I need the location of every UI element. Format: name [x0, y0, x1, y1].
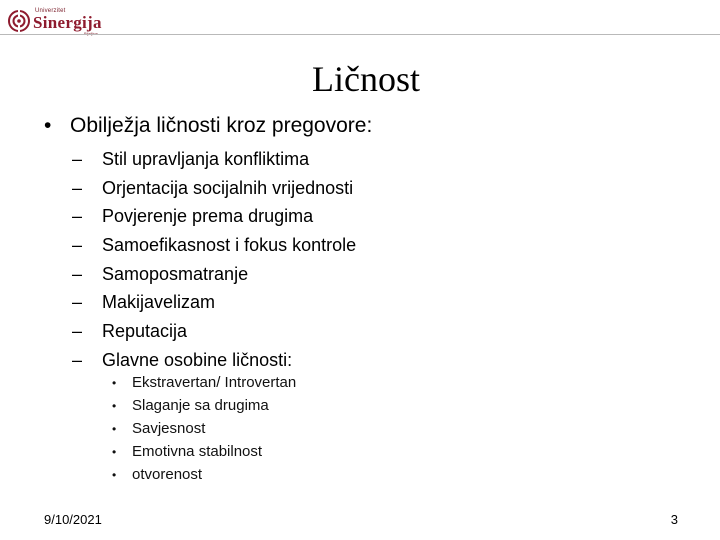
bullet-marker: •	[112, 422, 117, 436]
slide-date: 9/10/2021	[44, 512, 102, 527]
bullet-marker: •	[112, 468, 117, 482]
list-item-text: Samoposmatranje	[102, 263, 249, 284]
list-item-text: Samoefikasnost i fokus kontrole	[102, 235, 357, 256]
list-item-text: Stil upravljanja konfliktima	[102, 149, 310, 169]
dash-marker: –	[72, 235, 83, 256]
list-item-text: Glavne osobine ličnosti:	[102, 349, 293, 370]
dash-marker: –	[72, 321, 83, 342]
list-item-text: Orjentacija socijalnih vrijednosti	[102, 177, 354, 198]
dash-marker: –	[72, 149, 83, 169]
bullet-marker: •	[112, 399, 117, 413]
slide-title: Ličnost	[312, 59, 420, 99]
dash-marker: –	[72, 206, 83, 227]
sub-list-item-text: Emotivna stabilnost	[132, 443, 263, 460]
sub-list-item-text: Slaganje sa drugima	[132, 397, 269, 414]
sub-list-item-text: Ekstravertan/ Introvertan	[132, 374, 297, 391]
bullet-marker: •	[44, 114, 52, 137]
slide-number: 3	[670, 512, 678, 527]
dash-marker: –	[72, 292, 83, 313]
sinergija-logo-icon	[8, 10, 30, 32]
logo-university-label: Univerzitet	[35, 8, 66, 14]
header-divider	[0, 34, 720, 35]
list-item-text: Povjerenje prema drugima	[102, 206, 314, 227]
dash-marker: –	[72, 263, 83, 284]
list-item-text: Makijavelizam	[102, 292, 216, 313]
bullet-marker: •	[112, 445, 117, 459]
main-bullet-text: Obilježja ličnosti kroz pregovore:	[70, 114, 373, 137]
sub-list-item-text: otvorenost	[132, 466, 203, 483]
logo-name: Sinergija	[33, 13, 102, 32]
dash-marker: –	[72, 349, 83, 370]
bullet-marker: •	[112, 376, 117, 390]
university-logo	[8, 6, 108, 34]
list-item-text: Reputacija	[102, 321, 188, 342]
sub-list-item-text: Savjesnost	[132, 420, 206, 437]
dash-marker: –	[72, 177, 83, 198]
